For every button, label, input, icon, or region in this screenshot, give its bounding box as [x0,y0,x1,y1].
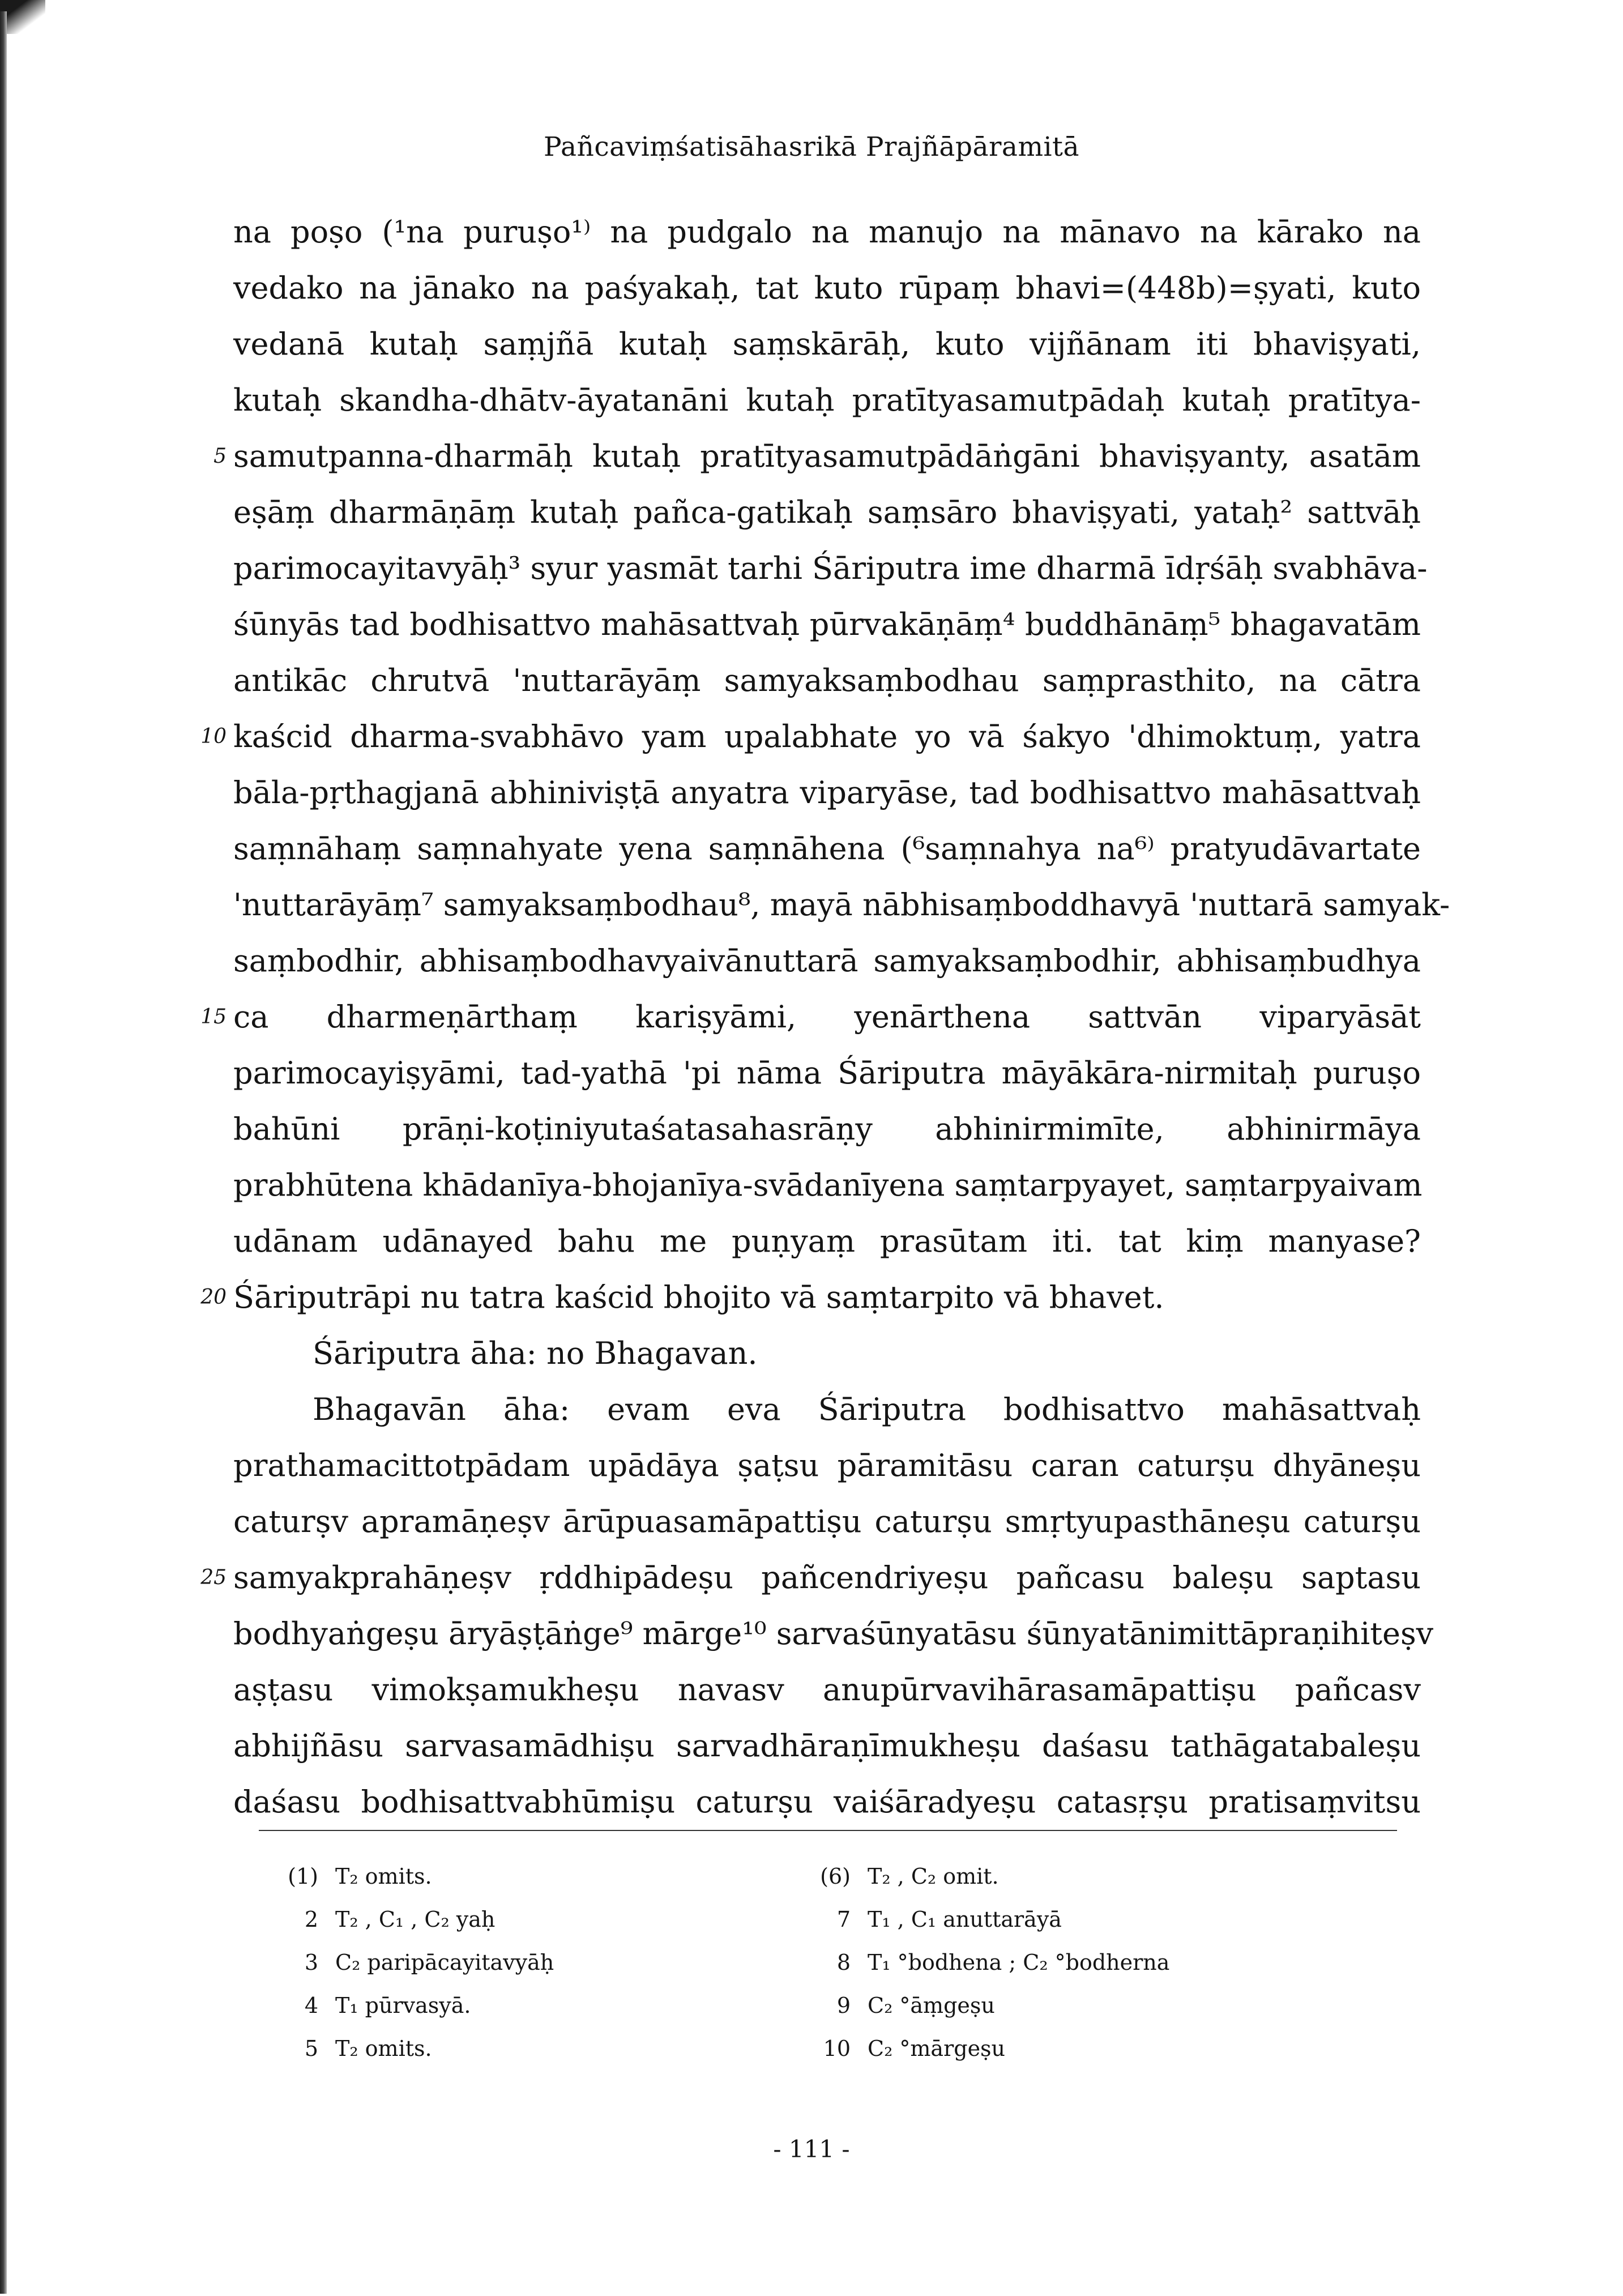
binding-edge [0,11,7,2294]
line-text: caturṣv apramāṇeṣv ārūpuasamāpattiṣu caturṣu smṛtyupasthāneṣu caturṣu [233,1504,1421,1539]
main-text [200,204,1450,1830]
footnote-number: 10 [823,2036,851,2061]
line-text: saṃnāhaṃ saṃnahyate yena saṃnāhena (⁶saṃnahya na⁶⁾ pratyudāvartate [233,831,1421,867]
footnote-text: T₂ , C₂ omit. [868,1864,999,1889]
line-text: aṣṭasu vimokṣamukheṣu navasv anupūrvavihārasamāpattiṣu pañcasv [233,1672,1421,1708]
text-line [233,1045,1421,1101]
line-text: ca dharmeṇārthaṃ kariṣyāmi, yenārthena sattvān viparyāsāt [233,999,1421,1035]
line-text: Śāriputra āha: no Bhagavan. [313,1335,758,1371]
footnote [798,2027,1169,2070]
text-line [200,709,1421,765]
footnote-text: T₁ pūrvasyā. [335,1993,471,2018]
footnote-text: C₂ °āṃgeṣu [868,1993,995,2018]
line-text: saṃbodhir, abhisaṃbodhavyaivānuttarā samyaksaṃbodhir, abhisaṃbudhya [233,943,1421,979]
line-text: samutpanna-dharmāḥ kutaḥ pratītyasamutpādāṅgāni bhaviṣyanty, asatām [233,438,1421,474]
text-line [233,540,1428,596]
text-line [233,1213,1421,1269]
line-text: antikāc chrutvā 'nuttarāyāṃ samyaksaṃbodhau saṃprasthito, na cātra [233,663,1421,698]
text-line [233,484,1421,540]
footnote-rule [259,1830,1397,1831]
text-line [233,204,1421,260]
text-line [233,1718,1421,1774]
binding-shadow [0,0,45,34]
footnote-number: (6) [820,1864,851,1889]
footnote-number: (1) [288,1864,318,1889]
line-text: vedako na jānako na paśyakaḥ, tat kuto rūpaṃ bhavi=(448b)=ṣyati, kuto [233,270,1421,306]
footnote-number: 8 [836,1950,851,1975]
text-line [233,596,1421,652]
footnote-text: T₂ omits. [335,2036,432,2061]
text-line [233,821,1421,877]
text-line [233,316,1421,372]
footnote-number: 4 [304,1993,318,2018]
line-text: parimocayitavyāḥ³ syur yasmāt tarhi Śāriputra ime dharmā īdṛśāḥ svabhāva- [233,550,1428,586]
text-line [200,989,1421,1045]
text-line [233,1606,1434,1662]
line-number: 25 [200,1566,227,1589]
line-text: udānam udānayed bahu me puṇyaṃ prasūtam iti. tat kiṃ manyase? [233,1223,1421,1259]
line-text: prabhūtena khādanīya-bhojanīya-svādanīyena saṃtarpyayet, saṃtarpyaivam [233,1167,1423,1203]
line-text: 'nuttarāyāṃ⁷ samyaksaṃbodhau⁸, mayā nābhisaṃboddhavyā 'nuttarā samyak- [233,887,1450,923]
footnote [266,1855,554,1898]
line-text: Bhagavān āha: evam eva Śāriputra bodhisattvo mahāsattvaḥ [313,1392,1421,1427]
text-line [233,1325,1421,1381]
footnote [798,1898,1169,1941]
text-line [200,1269,1421,1325]
footnote-text: T₁ , C₁ anuttarāyā [868,1907,1062,1932]
footnote-number: 2 [304,1907,318,1932]
line-number: 15 [200,1005,227,1028]
footnote-text: C₂ paripācayitavyāḥ [335,1950,554,1975]
text-line [233,1101,1421,1157]
line-text: vedanā kutaḥ saṃjñā kutaḥ saṃskārāḥ, kuto vijñānam iti bhaviṣyati, [233,326,1421,362]
line-text: eṣāṃ dharmāṇāṃ kutaḥ pañca-gatikaḥ saṃsāro bhaviṣyati, yataḥ² sattvāḥ [233,494,1421,530]
line-text: kutaḥ skandha-dhātv-āyatanāni kutaḥ pratītyasamutpādaḥ kutaḥ pratītya- [233,382,1421,418]
footnote-text: T₂ omits. [335,1864,432,1889]
text-line [233,933,1421,989]
line-text: prathamacittotpādam upādāya ṣaṭsu pāramitāsu caran caturṣu dhyāneṣu [233,1448,1421,1483]
line-text: bodhyaṅgeṣu āryāṣṭāṅge⁹ mārge¹⁰ sarvaśūnyatāsu śūnyatānimittāpraṇihiteṣv [233,1616,1434,1651]
text-line [200,1550,1421,1606]
text-line [233,372,1421,428]
line-number: 5 [213,445,227,468]
text-line [233,260,1421,316]
line-text: Śāriputrāpi nu tatra kaścid bhojito vā saṃtarpito vā bhavet. [233,1279,1164,1315]
line-text: śūnyās tad bodhisattvo mahāsattvaḥ pūrvakāṇāṃ⁴ buddhānāṃ⁵ bhagavatām [233,607,1421,642]
text-line [233,1662,1421,1718]
text-line [233,1157,1421,1213]
footnote-number: 5 [304,2036,318,2061]
footnote [266,2027,554,2070]
line-text: kaścid dharma-svabhāvo yam upalabhate yo vā śakyo 'dhimoktuṃ, yatra [233,719,1421,754]
footnote-text: T₁ °bodhena ; C₂ °bodherna [868,1950,1170,1975]
running-head: Pañcaviṃśatisāhasrikā Prajñāpāramitā [544,131,1079,163]
line-text: bahūni prāṇi-koṭiniyutaśatasahasrāṇy abhinirmimīte, abhinirmāya [233,1111,1421,1147]
footnote [266,1984,554,2027]
line-text: samyakprahāṇeṣv ṛddhipādeṣu pañcendriyeṣu pañcasu baleṣu saptasu [233,1560,1421,1595]
footnote [266,1898,554,1941]
footnote [798,1855,1169,1898]
footnote [798,1941,1169,1984]
text-line [233,1381,1421,1437]
footnote-text: C₂ °mārgeṣu [868,2036,1006,2061]
footnote-number: 7 [836,1907,851,1932]
line-text: parimocayiṣyāmi, tad-yathā 'pi nāma Śāriputra māyākāra-nirmitaḥ puruṣo [233,1055,1421,1091]
footnote [798,1984,1169,2027]
text-line [233,1774,1421,1830]
footnote-number: 3 [304,1950,318,1975]
text-line [213,428,1421,484]
footnotes-right-column [798,1855,1169,2070]
text-line [233,1493,1421,1550]
line-number: 10 [200,725,227,748]
footnote [266,1941,554,1984]
footnotes-left-column [266,1855,554,2070]
text-line [233,877,1450,933]
text-line [233,765,1421,821]
line-text: na poṣo (¹na puruṣo¹⁾ na pudgalo na manujo na mānavo na kārako na [233,214,1421,250]
line-number: 20 [200,1286,227,1309]
page-number: - 111 - [773,2135,850,2163]
line-text: daśasu bodhisattvabhūmiṣu caturṣu vaiśāradyeṣu catasṛṣu pratisaṃvitsu [233,1784,1421,1820]
text-line [233,1437,1421,1493]
line-text: bāla-pṛthagjanā abhiniviṣṭā anyatra viparyāse, tad bodhisattvo mahāsattvaḥ [233,775,1421,810]
line-text: abhijñāsu sarvasamādhiṣu sarvadhāraṇīmukheṣu daśasu tathāgatabaleṣu [233,1728,1421,1764]
footnote-text: T₂ , C₁ , C₂ yaḥ [335,1907,496,1932]
text-line [233,652,1421,709]
footnote-number: 9 [836,1993,851,2018]
